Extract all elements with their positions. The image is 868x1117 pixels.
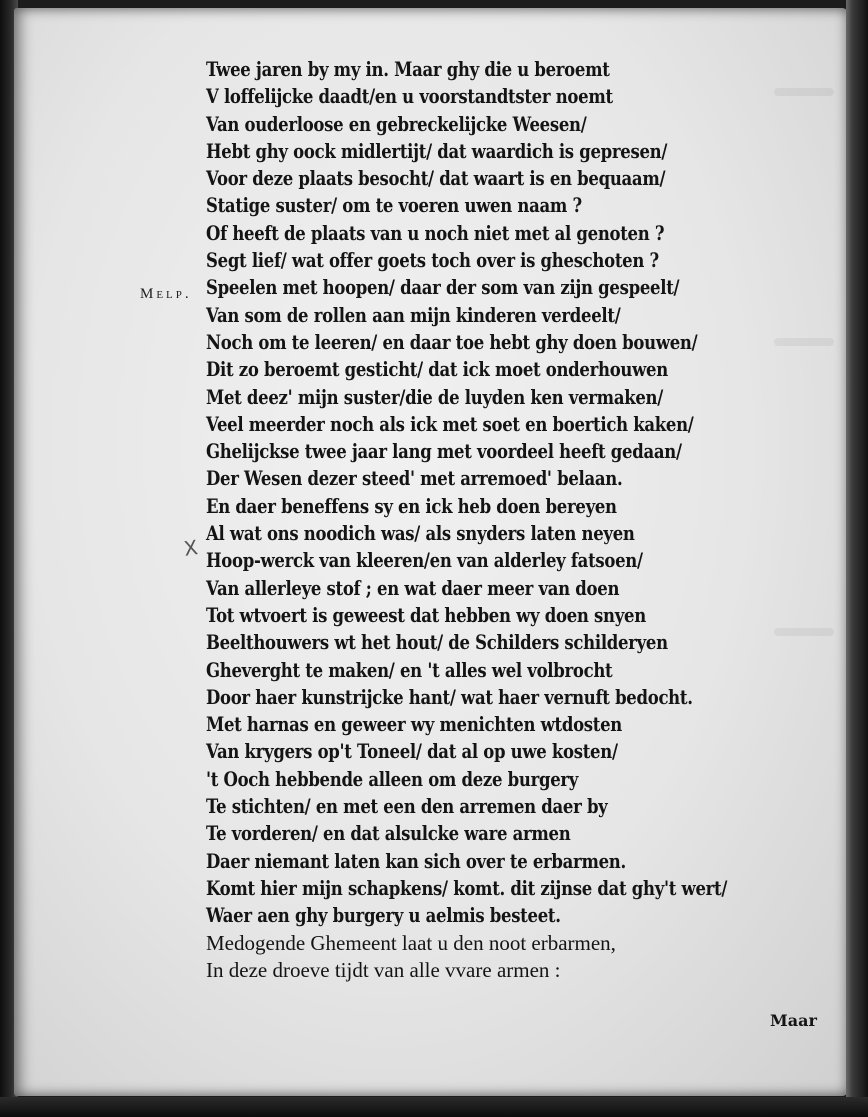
verse-line-roman: In deze droeve tijdt van alle vvare armen : [206,957,561,982]
verse-line: Ghelijckse twee jaar lang met voordeel heeft gedaan/ [206,440,682,463]
verse-line: Waer aen ghy burgery u aelmis besteet. [206,904,561,927]
verse-line: Statige suster/ om te voeren uwen naam ? [206,194,582,218]
page-edge-bottom [0,1097,868,1117]
verse-line: 't Ooch hebbende alleen om deze burgery [206,767,579,791]
verse-line: Van krygers op't Toneel/ dat al op uwe kosten/ [206,740,618,764]
verse-line: Al wat ons noodich was/ als snyders laten neyen [206,522,635,545]
verse-line: Van allerleye stof ; en wat daer meer van doen [206,576,620,600]
verse-line: Komt hier mijn schapkens/ komt. dit zijnse dat ghy't wert/ [206,877,728,900]
verse-line: V loffelijcke daadt/en u voorstandtster noemt [206,85,613,108]
verse-line: Tot wtvoert is geweest dat hebben wy doen snyen [206,604,646,627]
verse-line-roman: Medogende Ghemeent laat u den noot erbarmen, [206,930,616,955]
verse-line: Noch om te leeren/ en daar toe hebt ghy doen bouwen/ [206,331,698,354]
verse-line: Beelthouwers wt het hout/ de Schilders schilderyen [206,631,668,654]
verse-line: Van ouderloose en gebreckelijcke Weesen/ [206,112,587,136]
verse-line: Met deez' mijn suster/die de luyden ken vermaken/ [206,385,663,409]
margin-annotation: X [182,535,200,561]
catchword: Maar [770,1011,817,1030]
verse-line: Hoop-werck van kleeren/en van alderley fatsoen/ [206,549,643,573]
speaker-label: Melp. [140,286,192,302]
verse-line: En daer beneffens sy en ick heb doen bereyen [206,495,617,518]
page-edge-right [846,0,868,1117]
verse-line: Der Wesen dezer steed' met arremoed' belaan. [206,467,623,491]
verse-text [206,56,806,984]
verse-line: Gheverght te maken/ en 't alles wel volbrocht [206,658,613,682]
verse-line: Dit zo beroemt gesticht/ dat ick moet onderhouwen [206,358,668,381]
verse-line: Te stichten/ en met een den arremen daer by [206,795,608,818]
verse-line: Speelen met hoopen/ daar der som van zijn gespeelt/ [206,276,680,300]
verse-line: Twee jaren by my in. Maar ghy die u beroemt [206,58,610,81]
verse-line: Of heeft de plaats van u noch niet met al genoten ? [206,222,665,245]
verse-line: Veel meerder noch als ick met soet en boertich kaken/ [206,413,694,436]
verse-line: Hebt ghy oock midlertijt/ dat waardich is gepresen/ [206,140,668,163]
verse-line: Te vorderen/ en dat alsulcke ware armen [206,822,571,845]
verse-line: Door haer kunstrijcke hant/ wat haer vernuft bedocht. [206,686,693,709]
verse-line: Van som de rollen aan mijn kinderen verdeelt/ [206,303,621,327]
verse-line: Segt lief/ wat offer goets toch over is gheschoten ? [206,249,659,272]
verse-line: Voor deze plaats besocht/ dat waart is en bequaam/ [206,167,666,190]
verse-line: Daer niemant laten kan sich over te erbarmen. [206,849,626,873]
verse-line: Met harnas en geweer wy menichten wtdosten [206,713,622,736]
